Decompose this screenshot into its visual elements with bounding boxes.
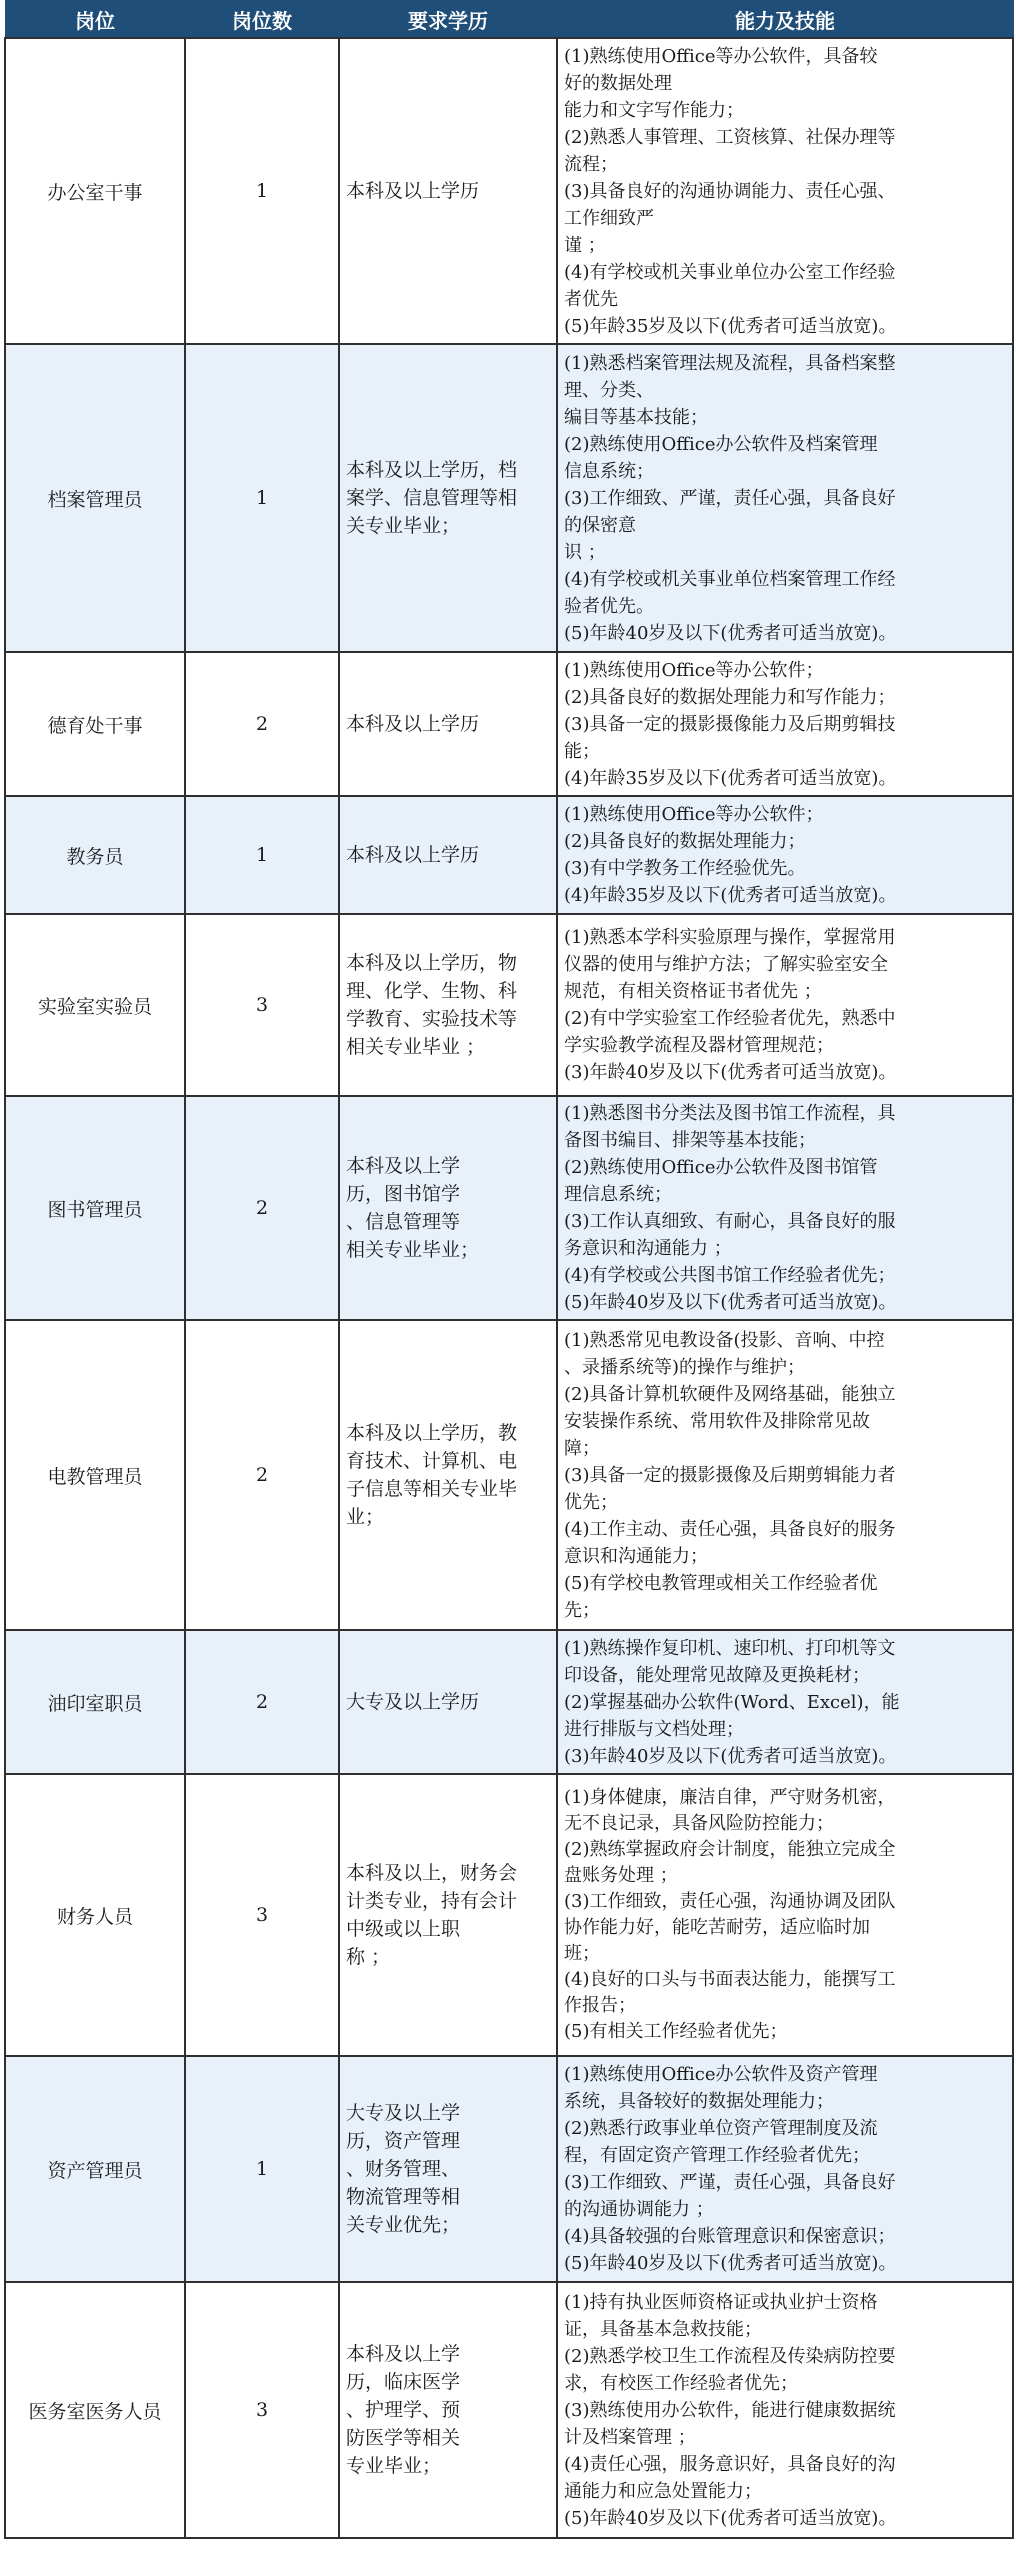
job-requirements-table: [4, 0, 1014, 2539]
row-education: [339, 2056, 557, 2282]
row-position: 资产管理员: [5, 2056, 185, 2282]
row-education: [339, 1630, 557, 1774]
skill-line: 程，有固定资产管理工作经验者优先；: [564, 2145, 870, 2166]
row-position: 实验室实验员: [5, 914, 185, 1096]
skill-line: (1)熟悉档案管理法规及流程，具备档案整: [564, 352, 896, 374]
education-line: 中级或以上职: [346, 1918, 461, 1940]
skill-line: (5)年龄40岁及以下(优秀者可适当放宽)。: [564, 622, 897, 644]
education-line: 子信息等相关专业毕: [346, 1478, 518, 1500]
row-count: 1: [185, 2056, 339, 2282]
education-line: 历，资产管理: [346, 2130, 461, 2152]
skill-line: (2)具备计算机软硬件及网络基础，能独立: [564, 1383, 896, 1405]
row-position: 档案管理员: [5, 344, 185, 652]
header-count: 岗位数: [185, 1, 339, 39]
row-position: 办公室干事: [5, 38, 185, 344]
skill-line: (1)身体健康，廉洁自律，严守财务机密，: [564, 1787, 896, 1808]
skill-line: 障；: [564, 1437, 600, 1459]
row-skills: [557, 914, 1013, 1096]
skill-line: (3)年龄40岁及以下(优秀者可适当放宽)。: [564, 1062, 897, 1083]
table-row: [5, 1630, 1013, 1774]
skill-line: (1)熟练使用Office办公软件及资产管理: [564, 2064, 878, 2085]
education-line: 历，图书馆学: [346, 1183, 461, 1205]
header-position: 岗位: [5, 1, 185, 39]
skill-line: (4)有学校或机关事业单位档案管理工作经: [564, 568, 896, 590]
skill-line: (3)工作细致、严谨，责任心强，具备良好: [564, 2172, 896, 2193]
row-count: 2: [185, 1320, 339, 1630]
skill-line: (2)熟练使用Office办公软件及图书馆管: [564, 1157, 878, 1178]
skill-line: (4)责任心强，服务意识好，具备良好的沟: [564, 2453, 896, 2475]
row-skills: [557, 38, 1013, 344]
skill-line: (1)熟悉图书分类法及图书馆工作流程，具: [564, 1103, 896, 1124]
skill-line: 通能力和应急处置能力；: [564, 2480, 762, 2502]
education-line: 本科及以上学历: [346, 844, 480, 866]
skill-line: (1)熟悉常见电教设备(投影、音响、中控: [564, 1329, 885, 1351]
skill-line: 意识和沟通能力；: [564, 1545, 708, 1567]
table-row: [5, 1096, 1013, 1320]
skill-line: (4)良好的口头与书面表达能力，能撰写工: [564, 1969, 896, 1990]
skill-line: (3)工作细致，责任心强，沟通协调及团队: [564, 1891, 896, 1912]
row-count: 1: [185, 796, 339, 914]
row-education: [339, 652, 557, 796]
skill-line: (1)熟练使用Office等办公软件，具备较: [564, 45, 878, 67]
skill-line: (4)有学校或公共图书馆工作经验者优先；: [564, 1265, 896, 1286]
skill-line: 求，有校医工作经验者优先；: [564, 2372, 798, 2394]
skill-line: 先；: [564, 1599, 600, 1621]
skill-line: (2)具备良好的数据处理能力和写作能力；: [564, 686, 896, 708]
row-education: [339, 1096, 557, 1320]
education-line: 大专及以上学历: [346, 1691, 480, 1713]
skill-line: (2)熟练掌握政府会计制度，能独立完成全: [564, 1839, 896, 1860]
skill-line: 、录播系统等)的操作与维护；: [564, 1356, 806, 1378]
skill-line: (3)具备良好的沟通协调能力、责任心强、: [564, 180, 896, 202]
skill-line: 系统，具备较好的数据处理能力；: [564, 2091, 834, 2112]
skill-line: (2)掌握基础办公软件(Word、Excel)，能: [564, 1691, 900, 1713]
education-line: 、信息管理等: [346, 1211, 461, 1233]
skill-line: (2)有中学实验室工作经验者优先，熟悉中: [564, 1008, 896, 1029]
skill-line: (5)年龄40岁及以下(优秀者可适当放宽)。: [564, 2507, 897, 2529]
education-line: 专业毕业；: [346, 2455, 442, 2477]
education-line: 本科及以上学历，物: [346, 952, 518, 974]
skill-line: 能；: [564, 740, 600, 762]
skill-line: (5)年龄35岁及以下(优秀者可适当放宽)。: [564, 315, 897, 337]
skill-line: (2)熟悉人事管理、工资核算、社保办理等: [564, 126, 896, 148]
table-row: [5, 2056, 1013, 2282]
row-skills: [557, 1320, 1013, 1630]
education-line: 业；: [346, 1506, 385, 1528]
table-row: [5, 2282, 1013, 2538]
table-row: [5, 652, 1013, 796]
education-line: 相关专业毕业；: [346, 1239, 480, 1261]
skill-line: (4)有学校或机关事业单位办公室工作经验: [564, 261, 896, 283]
skill-line: (2)具备良好的数据处理能力；: [564, 831, 806, 852]
skill-line: (1)熟练使用Office等办公软件；: [564, 804, 824, 825]
row-education: [339, 38, 557, 344]
skill-line: 作报告；: [564, 1995, 636, 2016]
education-line: 相关专业毕业 ；: [346, 1036, 486, 1058]
education-line: 学教育、实验技术等: [346, 1008, 518, 1030]
skill-line: 验者优先。: [564, 595, 654, 617]
skill-line: (1)熟练使用Office等办公软件；: [564, 659, 824, 681]
row-education: [339, 344, 557, 652]
row-position: 教务员: [5, 796, 185, 914]
skill-line: 的保密意: [564, 514, 636, 536]
skill-line: 好的数据处理: [564, 72, 672, 94]
skill-line: (5)年龄40岁及以下(优秀者可适当放宽)。: [564, 1292, 897, 1313]
skill-line: (2)熟练使用Office办公软件及档案管理: [564, 433, 878, 455]
skill-line: (4)工作主动、责任心强，具备良好的服务: [564, 1518, 896, 1540]
row-position: 电教管理员: [5, 1320, 185, 1630]
skill-line: 印设备，能处理常见故障及更换耗材；: [564, 1664, 870, 1686]
education-line: 、护理学、预: [346, 2399, 461, 2421]
skill-line: 协作能力好，能吃苦耐劳，适应临时加: [564, 1917, 870, 1938]
skill-line: (2)熟悉学校卫生工作流程及传染病防控要: [564, 2345, 896, 2367]
row-position: 德育处干事: [5, 652, 185, 796]
skill-line: 能力和文字写作能力；: [564, 99, 744, 121]
row-count: 3: [185, 2282, 339, 2538]
skill-line: 工作细致严: [564, 207, 654, 229]
skill-line: (5)年龄40岁及以下(优秀者可适当放宽)。: [564, 2253, 897, 2274]
education-line: 历，临床医学: [346, 2371, 461, 2393]
skill-line: 者优先: [564, 288, 618, 310]
skill-line: 安装操作系统、常用软件及排除常见故: [564, 1410, 870, 1432]
skill-line: (3)工作细致、严谨，责任心强，具备良好: [564, 487, 896, 509]
education-line: 关专业毕业；: [346, 515, 461, 537]
education-line: 本科及以上学历，档: [346, 459, 518, 481]
skill-line: 盘账务处理 ；: [564, 1865, 678, 1886]
table-row: [5, 38, 1013, 344]
row-count: 2: [185, 652, 339, 796]
skill-line: 备图书编目、排架等基本技能；: [564, 1130, 816, 1151]
row-skills: [557, 2056, 1013, 2282]
row-count: 3: [185, 914, 339, 1096]
skill-line: 的沟通协调能力 ；: [564, 2199, 714, 2220]
skill-line: (4)具备较强的台账管理意识和保密意识；: [564, 2226, 896, 2247]
skill-line: 证，具备基本急救技能；: [564, 2318, 762, 2340]
table-row: [5, 1774, 1013, 2056]
row-position: 财务人员: [5, 1774, 185, 2056]
row-skills: [557, 2282, 1013, 2538]
table-row: [5, 344, 1013, 652]
education-line: 关专业优先；: [346, 2214, 461, 2236]
row-education: [339, 1774, 557, 2056]
skill-line: 流程；: [564, 153, 618, 175]
table-row: [5, 1320, 1013, 1630]
skill-line: 谨 ；: [564, 234, 606, 256]
skill-line: 理信息系统；: [564, 1184, 672, 1205]
education-line: 理、化学、生物、科: [346, 980, 518, 1002]
skill-line: 规范，有相关资格证书者优先 ；: [564, 981, 822, 1002]
education-line: 本科及以上学: [346, 2343, 461, 2365]
skill-line: 理、分类、: [564, 379, 654, 401]
skill-line: 无不良记录，具备风险防控能力；: [564, 1813, 834, 1834]
skill-line: (1)熟悉本学科实验原理与操作，掌握常用: [564, 927, 896, 948]
education-line: 称 ；: [346, 1946, 391, 1968]
row-position: 图书管理员: [5, 1096, 185, 1320]
row-count: 3: [185, 1774, 339, 2056]
education-line: 案学、信息管理等相: [346, 487, 518, 509]
skill-line: (4)年龄35岁及以下(优秀者可适当放宽)。: [564, 885, 897, 906]
skill-line: (3)熟练使用办公软件，能进行健康数据统: [564, 2399, 896, 2421]
skill-line: (1)熟练操作复印机、速印机、打印机等文: [564, 1637, 896, 1659]
skill-line: 编目等基本技能；: [564, 406, 708, 428]
skill-line: (3)具备一定的摄影摄像能力及后期剪辑技: [564, 713, 896, 735]
education-line: 防医学等相关: [346, 2427, 461, 2449]
skill-line: 计及档案管理 ；: [564, 2426, 696, 2448]
skill-line: (3)具备一定的摄影摄像及后期剪辑能力者: [564, 1464, 896, 1486]
skill-line: 优先；: [564, 1491, 618, 1513]
skill-line: (5)有学校电教管理或相关工作经验者优: [564, 1572, 878, 1594]
education-line: 、财务管理、: [346, 2158, 461, 2180]
row-education: [339, 1320, 557, 1630]
skill-line: (3)有中学教务工作经验优先。: [564, 858, 806, 879]
row-skills: [557, 1630, 1013, 1774]
table-row: [5, 796, 1013, 914]
education-line: 本科及以上学历，教: [346, 1422, 518, 1444]
table-row: [5, 914, 1013, 1096]
skill-line: (2)熟悉行政事业单位资产管理制度及流: [564, 2118, 878, 2139]
row-education: [339, 2282, 557, 2538]
education-line: 本科及以上学历: [346, 180, 480, 202]
row-skills: [557, 1096, 1013, 1320]
row-skills: [557, 796, 1013, 914]
table-header-row: [5, 1, 1013, 39]
row-skills: [557, 1774, 1013, 2056]
row-count: 1: [185, 344, 339, 652]
skill-line: (3)工作认真细致、有耐心，具备良好的服: [564, 1211, 896, 1232]
education-line: 育技术、计算机、电: [346, 1450, 518, 1472]
education-line: 本科及以上学历: [346, 713, 480, 735]
header-education: 要求学历: [339, 1, 557, 39]
skill-line: 仪器的使用与维护方法；了解实验室安全: [564, 954, 888, 975]
education-line: 本科及以上，财务会: [346, 1862, 518, 1884]
skill-line: (4)年龄35岁及以下(优秀者可适当放宽)。: [564, 767, 897, 789]
skill-line: 识 ；: [564, 541, 606, 563]
skill-line: 班；: [564, 1943, 600, 1964]
skill-line: (1)持有执业医师资格证或执业护士资格: [564, 2291, 878, 2313]
row-count: 2: [185, 1096, 339, 1320]
row-count: 2: [185, 1630, 339, 1774]
row-skills: [557, 344, 1013, 652]
education-line: 大专及以上学: [346, 2102, 461, 2124]
skill-line: 进行排版与文档处理；: [564, 1718, 744, 1740]
row-count: 1: [185, 38, 339, 344]
skill-line: 信息系统；: [564, 460, 654, 482]
row-position: 医务室医务人员: [5, 2282, 185, 2538]
skill-line: 务意识和沟通能力 ；: [564, 1238, 732, 1259]
row-education: [339, 914, 557, 1096]
skill-line: 学实验教学流程及器材管理规范；: [564, 1035, 834, 1056]
education-line: 物流管理等相: [346, 2186, 461, 2208]
header-skills: 能力及技能: [557, 1, 1013, 39]
skill-line: (5)有相关工作经验者优先；: [564, 2021, 788, 2042]
education-line: 计类专业，持有会计: [346, 1890, 518, 1912]
row-education: [339, 796, 557, 914]
row-skills: [557, 652, 1013, 796]
row-position: 油印室职员: [5, 1630, 185, 1774]
education-line: 本科及以上学: [346, 1155, 461, 1177]
skill-line: (3)年龄40岁及以下(优秀者可适当放宽)。: [564, 1745, 897, 1767]
